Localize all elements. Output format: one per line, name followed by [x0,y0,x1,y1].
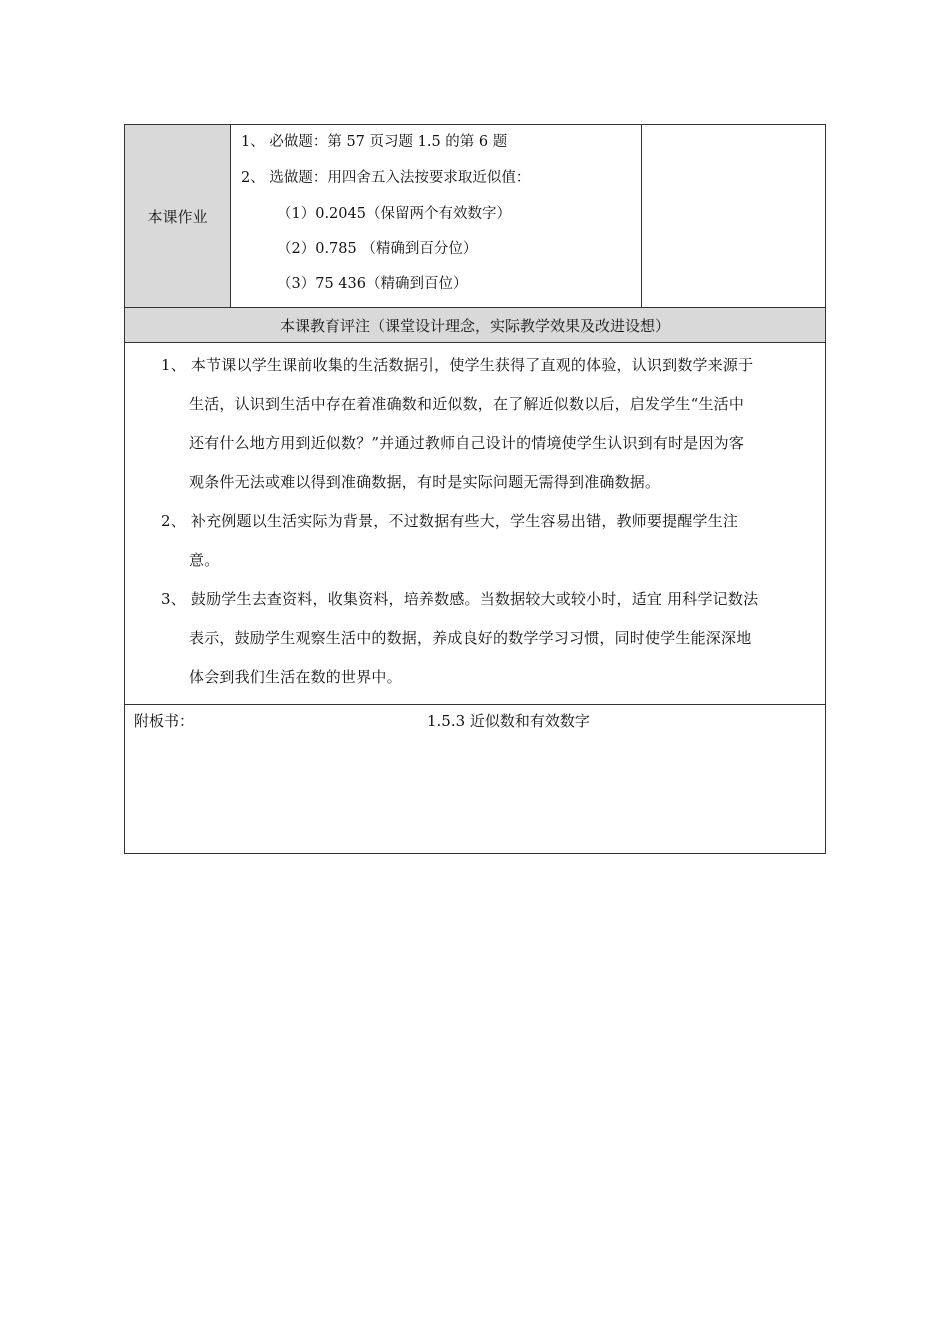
board-row [125,705,825,853]
commentary-line-4: 观条件无法或难以得到准确数据，有时是实际问题无需得到准确数据。 [189,473,661,491]
homework-line-1: 1、 必做题：第 57 页习题 1.5 的第 6 题 [241,134,508,150]
homework-line-4: （2）0.785 （精确到百分位） [277,241,478,257]
board-title: 1.5.3 近似数和有效数字 [427,712,590,730]
homework-line-3: （1）0.2045（保留两个有效数字） [277,206,511,222]
commentary-line-9: 体会到我们生活在数的世界中。 [189,668,402,686]
commentary-line-2: 生活，认识到生活中存在着准确数和近似数，在了解近似数以后，启发学生“生活中 [189,395,745,413]
commentary-header: 本课教育评注（课堂设计理念，实际教学效果及改进设想） [125,308,825,343]
homework-blank-cell [642,125,825,307]
homework-line-5: （3）75 436（精确到百位） [277,276,468,292]
commentary-line-5: 2、 补充例题以生活实际为背景，不过数据有些大，学生容易出错，教师要提醒学生注 [161,512,739,530]
commentary-line-6: 意。 [189,551,220,569]
commentary-line-1: 1、 本节课以学生课前收集的生活数据引，使学生获得了直观的体验，认识到数学来源于 [161,356,754,374]
homework-row [125,125,825,308]
homework-line-2: 2、 选做题：用四舍五入法按要求取近似值： [241,170,531,186]
homework-label: 本课作业 [125,125,231,307]
commentary-body [125,343,825,705]
commentary-line-8: 表示，鼓励学生观察生活中的数据，养成良好的数学学习习惯，同时使学生能深深地 [189,629,752,647]
lesson-table [124,124,826,854]
commentary-line-3: 还有什么地方用到近似数？”并通过教师自己设计的情境使学生认识到有时是因为客 [189,434,745,452]
homework-content [231,125,642,307]
board-label: 附板书： [134,712,195,730]
commentary-line-7: 3、 鼓励学生去查资料，收集资料，培养数感。当数据较大或较小时，适宜 用科学记数法 [161,590,759,608]
